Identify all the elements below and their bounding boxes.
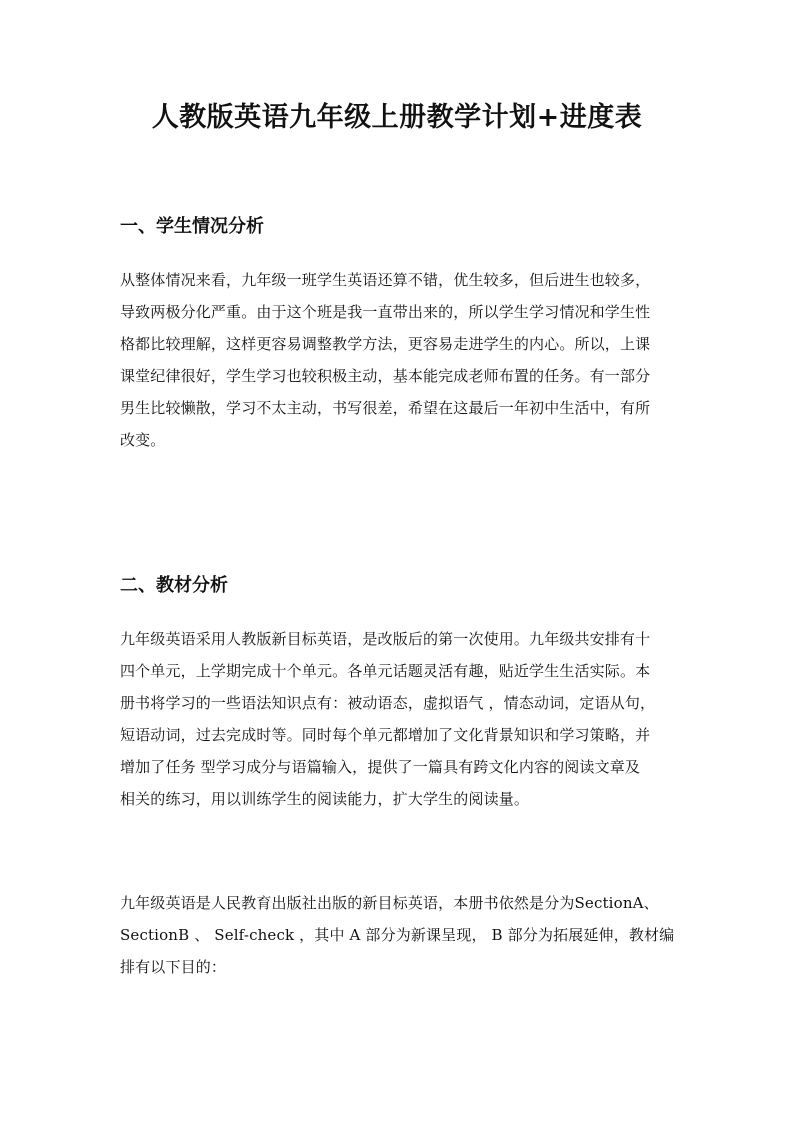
paragraph-line: 短语动词，过去完成时等。同时每个单元都增加了文化背景知识和学习策略，并: [120, 726, 651, 744]
paragraph-line: 增加了任务 型学习成分与语篇输入，提供了一篇具有跨文化内容的阅读文章及: [120, 758, 641, 776]
student-analysis-paragraph: [120, 264, 676, 456]
paragraph-line: 课堂纪律很好，学生学习也较积极主动，基本能完成老师布置的任务。有一部分: [120, 367, 651, 385]
paragraph-line: 改变。: [120, 431, 166, 449]
paragraph-line: 相关的练习，用以训练学生的阅读能力，扩大学生的阅读量。: [120, 790, 530, 808]
paragraph-line: 男生比较懒散，学习不太主动，书写很差，希望在这最后一年初中生活中，有所: [120, 399, 651, 417]
paragraph-line: 导致两极分化严重。由于这个班是我一直带出来的，所以学生学习情况和学生性: [120, 303, 651, 321]
paragraph-line: 册书将学习的一些语法知识点有：被动语态，虚拟语气 ，情态动词，定语从句，: [120, 694, 656, 712]
paragraph-line: 九年级英语是人民教育出版社出版的新目标英语，本册书依然是分为SectionA、: [120, 894, 659, 912]
paragraph-line: 四个单元，上学期完成十个单元。各单元话题灵活有趣，贴近学生生活实际。本: [120, 662, 651, 680]
section-heading-student-analysis: 一、学生情况分析: [120, 216, 264, 237]
paragraph-line: SectionB 、 Self-check ，其中 A 部分为新课呈现， B 部分为拓展延伸，教材编: [120, 926, 675, 944]
paragraph-line: 九年级英语采用人教版新目标英语，是改版后的第一次使用。九年级共安排有十: [120, 630, 651, 648]
paragraph-line: 格都比较理解，这样更容易调整教学方法，更容易走进学生的内心。所以，上课: [120, 335, 651, 353]
textbook-analysis-paragraph: [120, 623, 676, 815]
paragraph-line: 从整体情况来看，九年级一班学生英语还算不错，优生较多，但后进生也较多，: [120, 271, 651, 289]
paragraph-line: 排有以下目的：: [120, 958, 227, 976]
textbook-structure-paragraph: [120, 887, 676, 983]
section-heading-textbook-analysis: 二、教材分析: [120, 575, 228, 596]
page-title: 人教版英语九年级上册教学计划+进度表: [151, 102, 643, 133]
